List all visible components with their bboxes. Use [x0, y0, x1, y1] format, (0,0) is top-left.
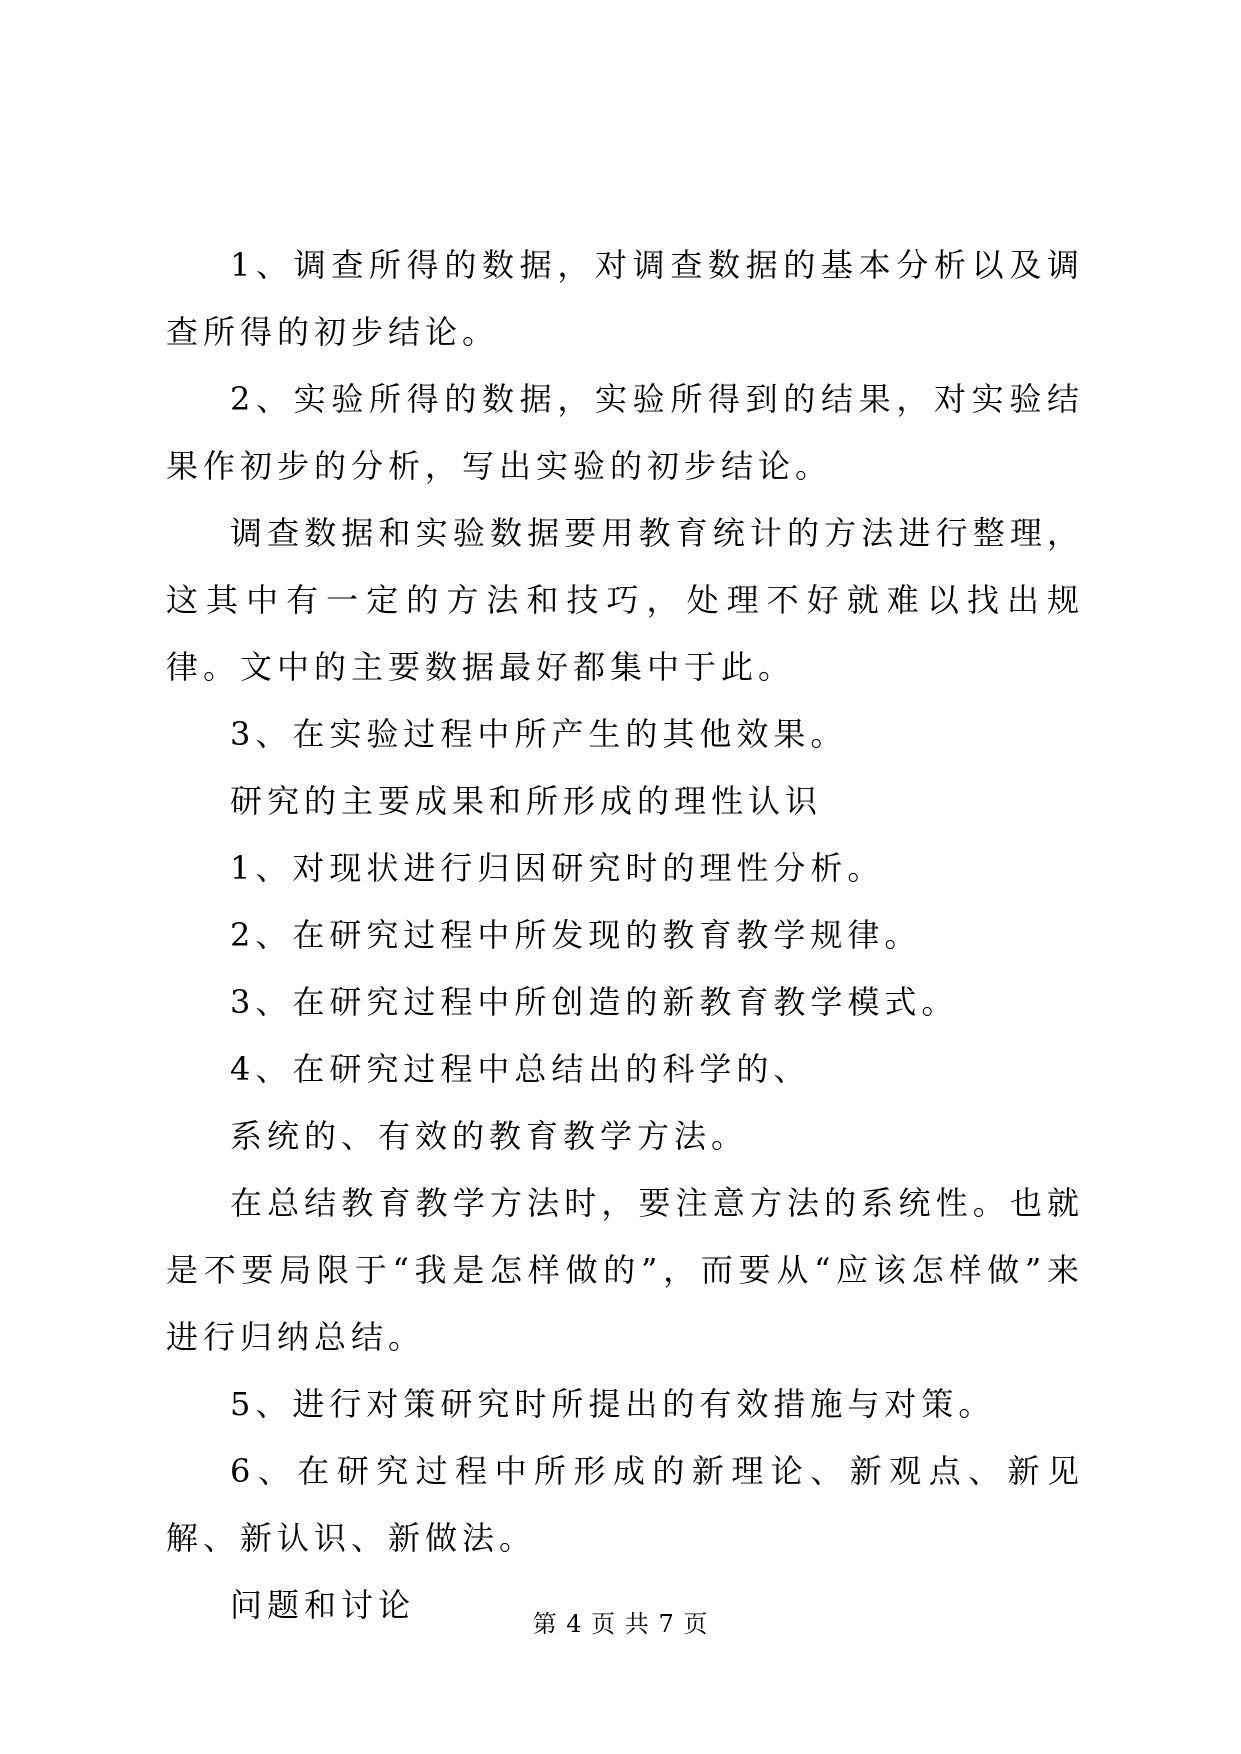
paragraph: 2、在研究过程中所发现的教育教学规律。: [230, 916, 922, 954]
paragraph: 1、对现状进行归因研究时的理性分析。: [230, 849, 885, 887]
paragraph: 系统的、有效的教育教学方法。: [230, 1117, 749, 1155]
paragraph: 4、在研究过程中总结出的科学的、: [230, 1050, 811, 1088]
page-number-footer: 第 4 页 共 7 页: [532, 1610, 709, 1638]
paragraph: 6、在研究过程中所形成的新理论、新观点、新见解、新认识、新做法。: [166, 1452, 1084, 1557]
paragraph: 2、实验所得的数据，实验所得到的结果，对实验结果作初步的分析，写出实验的初步结论。: [166, 380, 1084, 485]
paragraph: 5、进行对策研究时所提出的有效措施与对策。: [230, 1385, 996, 1423]
paragraph: 在总结教育教学方法时，要注意方法的系统性。也就是不要局限于“我是怎样做的”，而要从“应该怎样做”来进行归纳总结。: [166, 1184, 1084, 1356]
paragraph: 调查数据和实验数据要用教育统计的方法进行整理，这其中有一定的方法和技巧，处理不好就难以找出规律。文中的主要数据最好都集中于此。: [166, 514, 1084, 686]
section-heading: 研究的主要成果和所形成的理性认识: [230, 782, 823, 820]
paragraph: 3、在实验过程中所产生的其他效果。: [230, 715, 848, 753]
paragraph: 3、在研究过程中所创造的新教育教学模式。: [230, 983, 959, 1021]
section-heading: 问题和讨论: [230, 1586, 416, 1624]
body-text: [166, 232, 1084, 1639]
paragraph: 1、调查所得的数据，对调查数据的基本分析以及调查所得的初步结论。: [166, 246, 1084, 351]
